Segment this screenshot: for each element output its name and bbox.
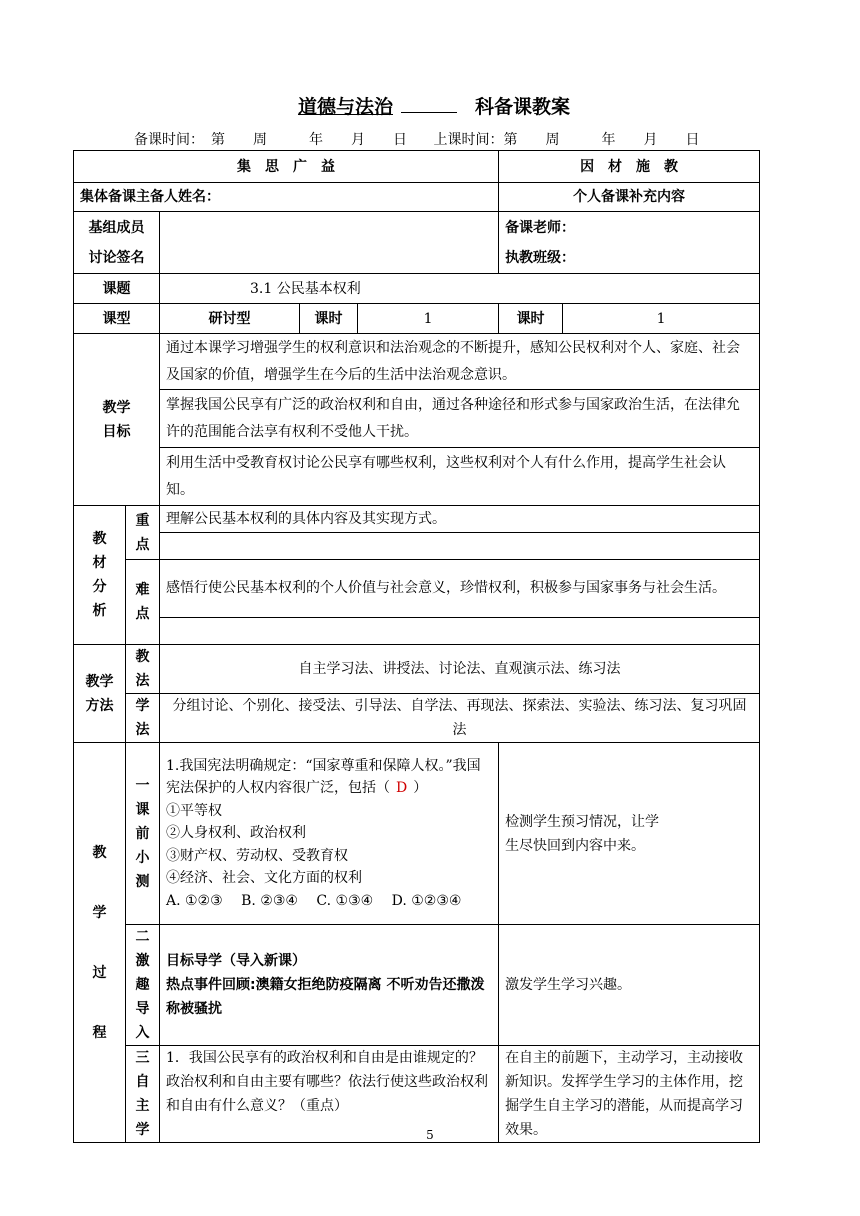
step3-char: 三 xyxy=(135,1050,150,1066)
key-label xyxy=(126,506,160,560)
step1-item: ①平等权 xyxy=(166,802,222,819)
subject-name: 道德与法治 xyxy=(297,96,393,118)
title-underline xyxy=(401,111,457,113)
step1-char: 前 xyxy=(135,825,150,842)
hours-label-2: 课时 xyxy=(499,304,563,334)
goal-item: 通过本课学习增强学生的权利意识和法治观念的不断提升，感知公民权利对个人、家庭、社会及国家的价值，增强学生在今后的生活中法治观念意识。 xyxy=(160,334,760,390)
goals-label-line1: 教学 xyxy=(102,399,131,416)
step1-note-text: 检测学生预习情况，让学生尽快回到内容中来。 xyxy=(505,813,660,854)
difficult-char: 难 xyxy=(135,582,150,598)
step2-text: 热点事件回顾:澳籍女拒绝防疫隔离 不听劝告还撒泼称被骚扰 xyxy=(166,977,485,1017)
analysis-char: 分 xyxy=(92,579,107,595)
step1-char: 一 xyxy=(135,777,150,794)
step2-char: 趣 xyxy=(135,977,150,993)
difficult-label xyxy=(126,560,160,645)
step2-content xyxy=(160,925,499,1046)
step1-char: 测 xyxy=(135,873,150,890)
method-label xyxy=(74,645,126,743)
time-line xyxy=(134,129,699,149)
teach-value: 自主学习法、讲授法、讨论法、直观演示法、练习法 xyxy=(160,645,760,694)
teacher-label: 备课老师： xyxy=(505,219,576,236)
process-char: 过 xyxy=(92,964,107,981)
difficult-char: 点 xyxy=(135,606,150,622)
process-char: 学 xyxy=(92,904,107,921)
goal-item: 掌握我国公民享有广泛的政治权利和自由，通过各种途径和形式参与国家政治生活，在法律允许的范围能合法享有权利不受他人干扰。 xyxy=(160,390,760,448)
type-value: 研讨型 xyxy=(160,304,300,334)
members-label xyxy=(74,212,160,274)
members-signature-cell[interactable] xyxy=(160,212,499,274)
step3-char: 自 xyxy=(135,1074,150,1090)
step3-note: 在自主的前题下，主动学习，主动接收新知识。发挥学生学习的主体作用，挖掘学生自主学习的潜能，从而提高学习效果。 xyxy=(499,1046,760,1143)
key-value: 理解公民基本权利的具体内容及其实现方式。 xyxy=(160,506,760,533)
goal-item: 利用生活中受教育权讨论公民享有哪些权利，这些权利对个人有什么作用，提高学生社会认知。 xyxy=(160,448,760,506)
members-label-line2: 讨论签名 xyxy=(88,249,145,266)
step1-item: ②人身权利、政治权利 xyxy=(166,825,306,842)
teach-label xyxy=(126,645,160,694)
hours-label: 课时 xyxy=(300,304,358,334)
process-char: 程 xyxy=(92,1024,107,1041)
difficult-value: 感悟行使公民基本权利的个人价值与社会意义，珍惜权利，积极参与国家事务与社会生活。 xyxy=(160,560,760,618)
process-char: 教 xyxy=(92,844,107,861)
key-char: 重 xyxy=(135,512,150,529)
key-char: 点 xyxy=(135,536,150,553)
topic-value: 3.1 公民基本权利 xyxy=(160,274,760,304)
step2-note: 激发学生学习兴趣。 xyxy=(499,925,760,1046)
supplement-label: 个人备课补充内容 xyxy=(499,183,760,212)
lesson-plan-table xyxy=(73,150,760,1143)
teach-char: 教 xyxy=(135,649,150,665)
analysis-char: 教 xyxy=(92,531,107,547)
step3-char: 学 xyxy=(135,1122,150,1138)
analysis-char: 析 xyxy=(92,603,107,619)
key-empty-cell xyxy=(160,533,760,560)
step2-title: 目标导学（导入新课） xyxy=(166,953,306,969)
class-label: 执教班级： xyxy=(505,249,576,266)
title-rest: 科备课教案 xyxy=(475,96,571,118)
members-label-line1: 基组成员 xyxy=(88,219,145,236)
learn-char: 学 xyxy=(135,698,150,714)
step1-char: 课 xyxy=(135,801,150,818)
topic-label: 课题 xyxy=(74,274,160,304)
step3-content: 1．我国公民享有的政治权利和自由是由谁规定的？政治权利和自由主要有哪些？依法行使这些政治权利和自由有什么意义？（重点） xyxy=(160,1046,499,1143)
process-label xyxy=(74,743,126,1143)
goals-label-line2: 目标 xyxy=(102,423,131,440)
collective-header: 集 思 广 益 xyxy=(74,151,499,183)
step1-question-end: ） xyxy=(413,780,428,797)
prep-time: 备课时间： 第 周 年 月 日 xyxy=(134,132,407,148)
type-label: 课型 xyxy=(74,304,160,334)
step2-char: 导 xyxy=(135,1001,150,1017)
hours-value: 1 xyxy=(358,304,499,334)
step1-content xyxy=(160,743,499,925)
individual-header: 因 材 施 教 xyxy=(499,151,760,183)
step1-question xyxy=(166,755,492,800)
teacher-class-cell xyxy=(499,212,760,274)
step1-question-text: 1.我国宪法明确规定：“国家尊重和保障人权。”我国宪法保护的人权内容很广泛，包括（ xyxy=(166,757,481,797)
step2-label xyxy=(126,925,160,1046)
learn-value: 分组讨论、个别化、接受法、引导法、自学法、再现法、探索法、实验法、练习法、复习巩固法 xyxy=(160,694,760,743)
step2-char: 入 xyxy=(135,1025,150,1041)
learn-char: 法 xyxy=(135,722,150,738)
method-label-line2: 方法 xyxy=(85,697,114,714)
difficult-empty-cell xyxy=(160,618,760,645)
hours-value-2: 1 xyxy=(563,304,760,334)
step1-label xyxy=(126,743,160,925)
step3-char: 主 xyxy=(135,1098,150,1114)
step1-char: 小 xyxy=(135,849,150,866)
step1-item: ④经济、社会、文化方面的权利 xyxy=(166,870,362,887)
step1-item: ③财产权、劳动权、受教育权 xyxy=(166,847,348,864)
step1-note xyxy=(499,743,760,925)
page-number: 5 xyxy=(426,1128,434,1142)
learn-label xyxy=(126,694,160,743)
step1-answer: D xyxy=(396,780,408,797)
analysis-label xyxy=(74,506,126,645)
goals-label xyxy=(74,334,160,506)
teach-char: 法 xyxy=(135,673,150,689)
class-time: 上课时间：第 周 年 月 日 xyxy=(433,132,700,148)
page-title xyxy=(0,92,860,119)
preparer-label: 集体备课主备人姓名： xyxy=(74,183,499,212)
step2-char: 二 xyxy=(135,929,150,945)
step2-char: 激 xyxy=(135,953,150,969)
step1-options: A. ①②③ B. ②③④ C. ①③④ D. ①②③④ xyxy=(166,892,462,909)
analysis-char: 材 xyxy=(92,555,107,571)
method-label-line1: 教学 xyxy=(85,673,114,690)
